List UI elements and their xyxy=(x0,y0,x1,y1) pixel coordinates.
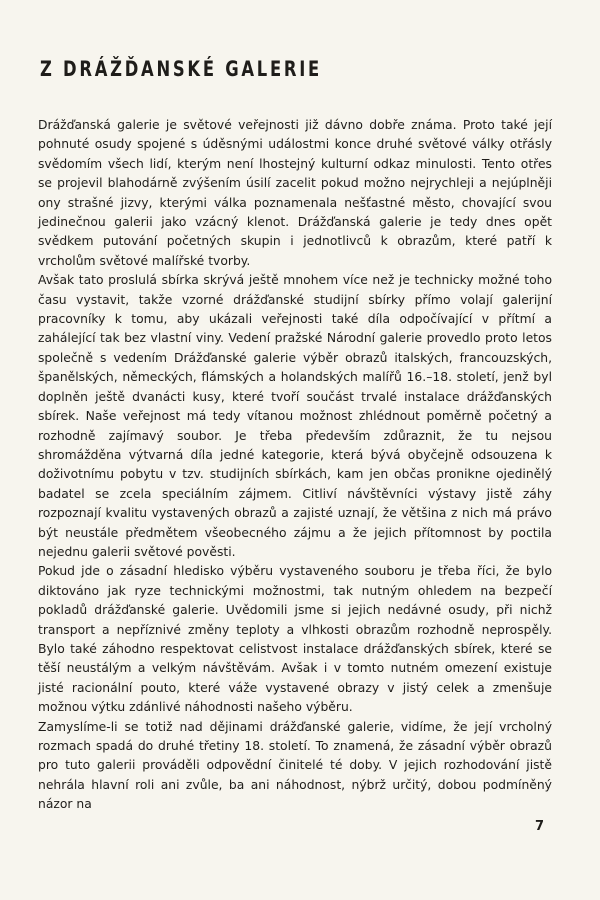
paragraph-1: Drážďanská galerie je světové veřejnosti již dávno dobře známa. Proto také její pohnuté osudy spojené s úděsnými událostmi konce druhé světové války otřásly svědomím všech lidí, kterým není lhostejný kulturní odkaz minulosti. Tento otřes se projevil blahodárně zvýšením úsilí zacelit pokud možno nejrychleji a nejúplněji ony strašné jizvy, kterými válka poznamenala nešťastné město, chovající svou jedinečnou galerii jako vzácný klenot. Drážďanská galerie je tedy dnes opět svědkem putování početných skupin i jednotlivců k obrazům, které patří k vrcholům světové malířské tvorby. xyxy=(38,118,552,268)
paragraph-2: Avšak tato proslulá sbírka skrývá ještě mnohem více než je technicky možné toho času vystavit, takže vzorné drážďanské studijní sbírky přímo volají galerijní pracovníky k tomu, aby ukázali veřejnosti také díla odpočívající v přítmí a zahálející tak bez vlastní viny. Vedení pražské Národní galerie provedlo proto letos společně s vedením Drážďanské galerie výběr obrazů italských, francouzských, španělských, německých, flámských a holandských malířů 16.–18. století, jenž byl doplněn ještě dvanácti kusy, které tvoří součást trvalé instalace drážďanských sbírek. Naše veřejnost má tedy vítanou možnost zhlédnout poměrně početný a rozhodně zajímavý soubor. Je třeba především zdůraznit, že tu nejsou shromážděna výtvarná díla jedné kategorie, která bývá obyčejně odsouzena k doživotnímu pobytu v tzv. studijních sbírkách, kam jen občas pronikne ojedinělý badatel se zcela speciálním zájmem. Citliví návštěvníci výstavy jistě záhy rozpoznají kvalitu vystavených obrazů a zajisté uznají, že většina z nich má právo být neustále předmětem všeobecného zájmu a že jejich přítomnost by poctila nejednu galerii světové pověsti. xyxy=(38,273,552,559)
paragraph-4: Zamyslíme-li se totiž nad dějinami drážďanské galerie, vidíme, že její vrcholný rozmach spadá do druhé třetiny 18. století. To znamená, že zásadní výběr obrazů pro tuto galerii prováděli odpovědní činitelé té doby. V jejich rozhodování jistě nehrála hlavní roli ani zvůle, ba ani náhodnost, nýbrž určitý, dobou podmíněný názor na xyxy=(38,719,552,812)
page-title: Z DRÁŽĎANSKÉ GALERIE xyxy=(40,57,322,81)
page-number: 7 xyxy=(535,819,545,834)
paragraph-3: Pokud jde o zásadní hledisko výběru vystaveného souboru je třeba říci, že bylo diktováno jak ryze technickými možnostmi, tak nutným ohledem na bezpečí pokladů drážďanské galerie. Uvědomili jsme si jejich nedávné osudy, při nichž transport a nepříznivé změny teploty a vlhkosti obrazům rozhodně neprospěly. Bylo také záhodno respektovat celistvost instalace drážďanských sbírek, které se těší neustálým a velkým návštěvám. Avšak i v tomto nutném omezení existuje jisté racionální pouto, které váže vystavené obrazy v jistý celek a zmenšuje možnou výtku zdánlivé náhodnosti našeho výběru. xyxy=(38,564,552,715)
article-body xyxy=(38,116,552,815)
